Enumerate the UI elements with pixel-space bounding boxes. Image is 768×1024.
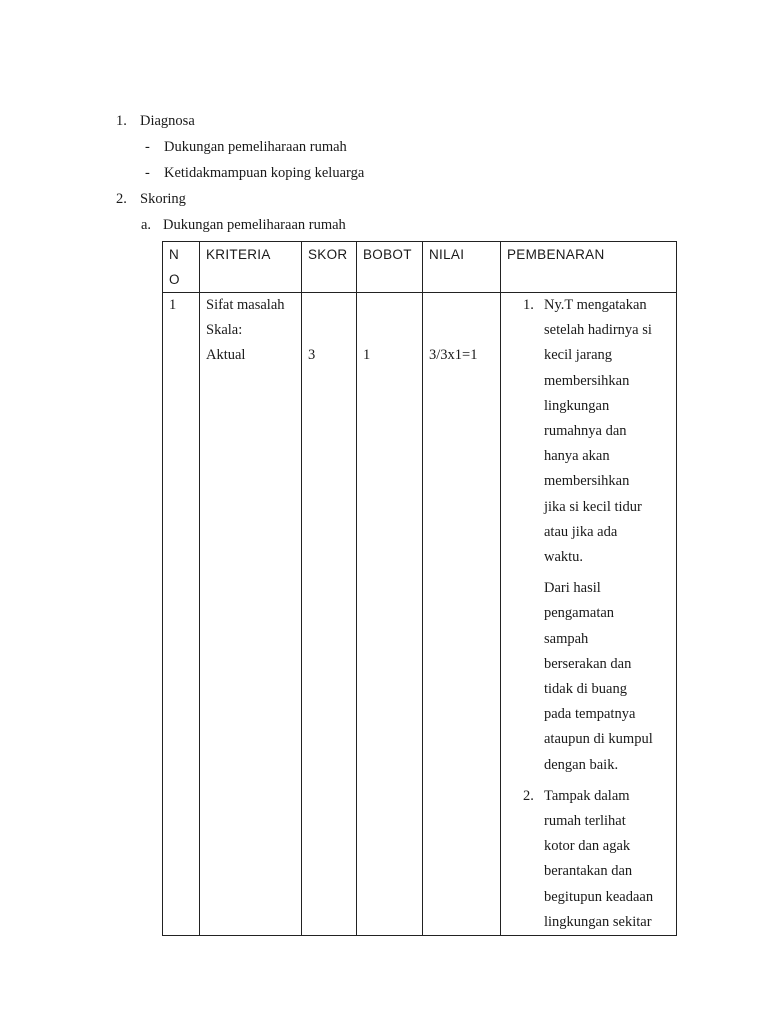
dash-text: Dukungan pemeliharaan rumah <box>164 139 347 155</box>
header-bobot-text: BOBOT <box>363 247 412 262</box>
table-header-row <box>163 242 677 293</box>
pembenaran-line: dengan baik. <box>544 756 619 773</box>
pembenaran-line: berserakan dan <box>544 655 632 672</box>
pembenaran-item-1 <box>523 293 670 570</box>
header-kriteria-text: KRITERIA <box>206 247 271 262</box>
header-no-line1: N <box>169 247 179 262</box>
pembenaran-line: begitupun keadaan <box>544 888 654 905</box>
kriteria-line: Aktual <box>206 347 246 364</box>
pembenaran-line: Ny.T mengatakan <box>544 297 647 313</box>
pembenaran-line: kotor dan agak <box>544 838 631 855</box>
header-pembenaran-text: PEMBENARAN <box>507 247 605 262</box>
pembenaran-item-number: 2. <box>523 787 534 804</box>
pembenaran-line: pada tempatnya <box>544 706 636 723</box>
pembenaran-line: lingkungan <box>544 397 610 414</box>
cell-kriteria <box>200 293 302 936</box>
header-no-line2: O <box>169 272 180 287</box>
row-number: 1 <box>169 297 177 313</box>
pembenaran-line: kecil jarang <box>544 347 613 364</box>
list-text: Skoring <box>140 191 186 207</box>
skor-value: 3 <box>308 347 316 364</box>
header-no <box>163 242 200 293</box>
pembenaran-line: lingkungan sekitar <box>544 913 652 930</box>
header-skor <box>302 242 357 293</box>
dash-text: Ketidakmampuan koping keluarga <box>164 165 365 181</box>
sub-text: Dukungan pemeliharaan rumah <box>163 217 346 233</box>
pembenaran-line: tidak di buang <box>544 681 627 698</box>
list-text: Diagnosa <box>140 113 195 129</box>
list-number: 2. <box>116 191 127 207</box>
cell-nilai <box>423 293 501 936</box>
pembenaran-line: Tampak dalam <box>544 787 630 804</box>
pembenaran-line: Dari hasil <box>544 580 601 597</box>
header-skor-text: SKOR <box>308 247 348 262</box>
pembenaran-item-number: 1. <box>523 297 534 313</box>
cell-pembenaran <box>501 293 677 936</box>
pembenaran-line: ataupun di kumpul <box>544 731 653 748</box>
dash-mark: - <box>145 165 150 181</box>
dash-mark: - <box>145 139 150 155</box>
pembenaran-item-2 <box>523 784 670 935</box>
pembenaran-line: rumahnya dan <box>544 423 627 440</box>
bobot-value: 1 <box>363 347 371 364</box>
pembenaran-line: setelah hadirnya si <box>544 322 652 339</box>
header-nilai-text: NILAI <box>429 247 465 262</box>
cell-skor <box>302 293 357 936</box>
header-kriteria <box>200 242 302 293</box>
header-bobot <box>357 242 423 293</box>
nilai-value: 3/3x1=1 <box>429 347 478 364</box>
pembenaran-line: pengamatan <box>544 605 615 622</box>
pembenaran-line: waktu. <box>544 549 584 566</box>
kriteria-line: Sifat masalah <box>206 297 285 313</box>
scoring-table <box>162 241 677 936</box>
cell-bobot <box>357 293 423 936</box>
sub-number: a. <box>141 217 152 233</box>
header-nilai <box>423 242 501 293</box>
pembenaran-line: berantakan dan <box>544 863 633 880</box>
pembenaran-line: rumah terlihat <box>544 813 626 830</box>
pembenaran-line: membersihkan <box>544 372 630 389</box>
list-number: 1. <box>116 113 127 129</box>
cell-no <box>163 293 200 936</box>
pembenaran-paragraph <box>523 576 670 778</box>
pembenaran-line: atau jika ada <box>544 523 618 540</box>
header-pembenaran <box>501 242 677 293</box>
table-row <box>163 293 677 936</box>
pembenaran-line: membersihkan <box>544 473 630 490</box>
pembenaran-line: sampah <box>544 630 589 647</box>
pembenaran-line: jika si kecil tidur <box>544 498 642 515</box>
kriteria-line: Skala: <box>206 322 243 339</box>
pembenaran-line: hanya akan <box>544 448 610 465</box>
